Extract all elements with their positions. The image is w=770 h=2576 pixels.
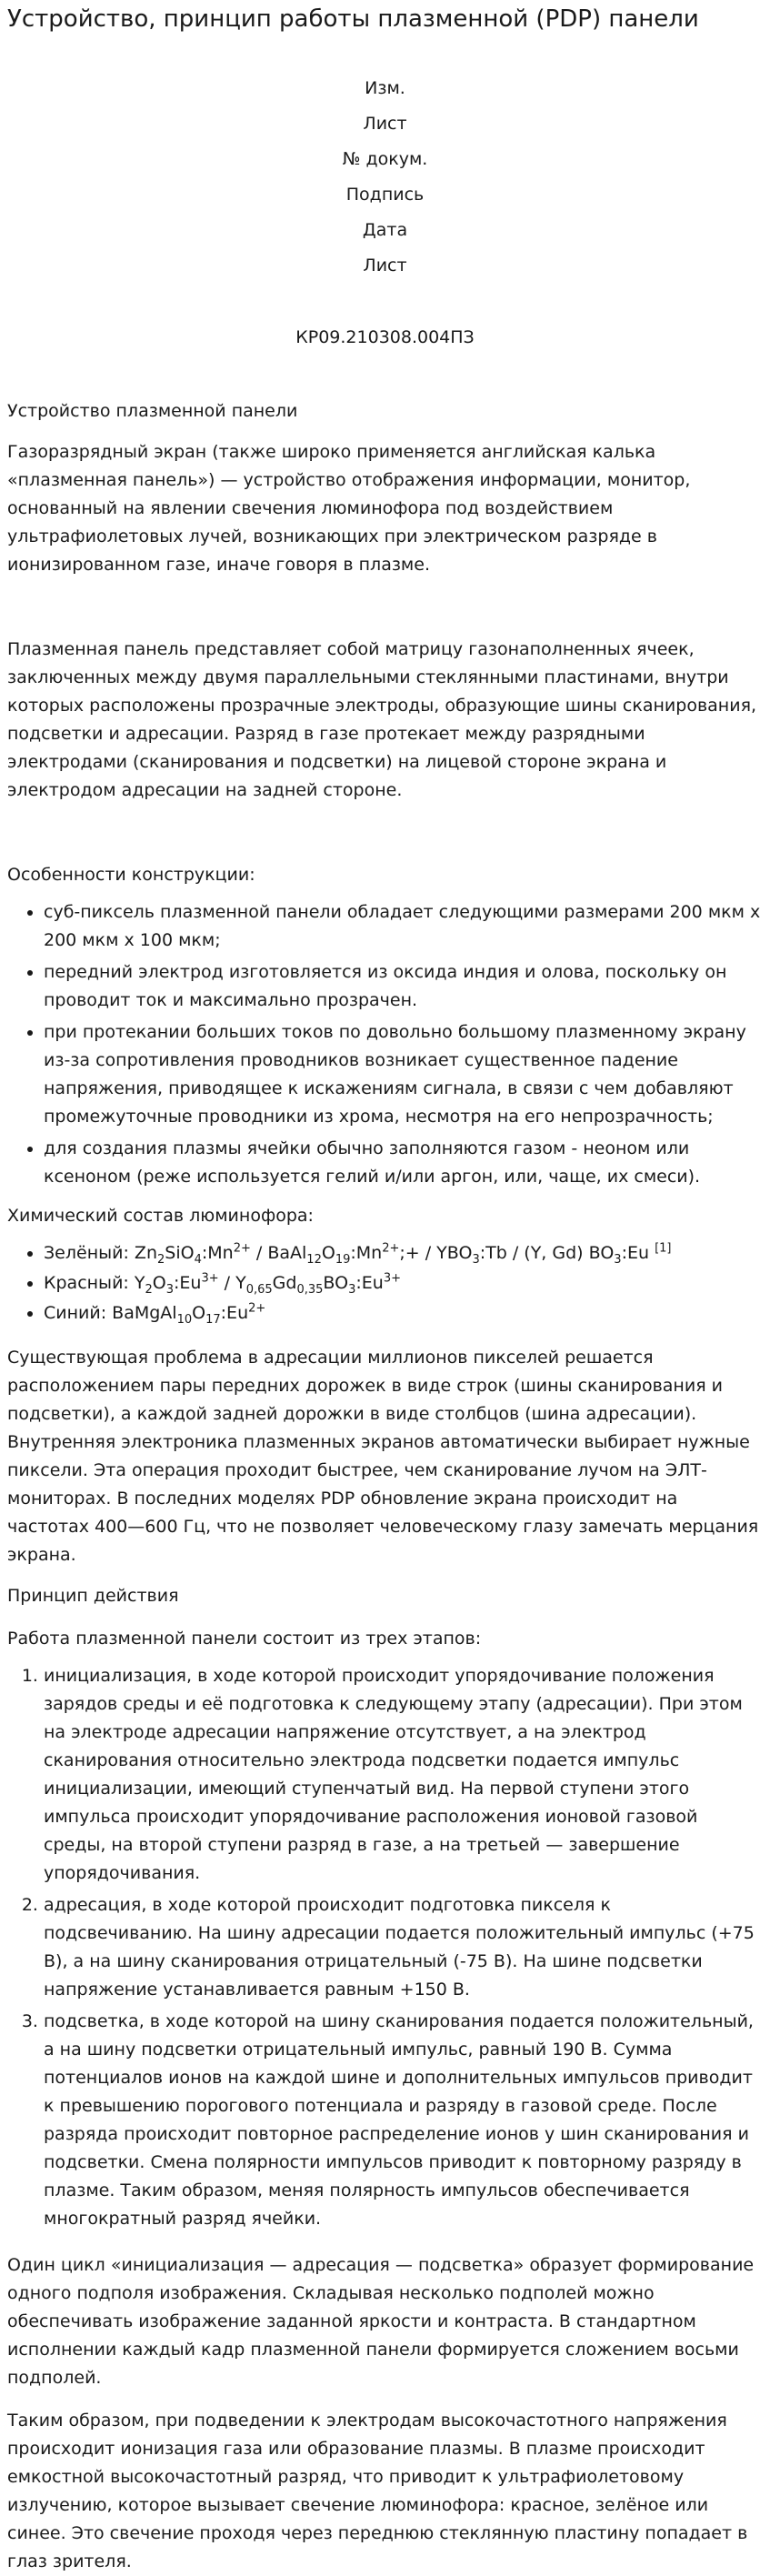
- list-item: • для создания плазмы ячейки обычно заполняются газом - неоном или ксеноном (реже используется гелий и/или аргон, или, чаще, их смеси).: [44, 1135, 763, 1191]
- list-item: • передний электрод изготовляется из оксида индия и олова, поскольку он проводит ток и максимально прозрачен.: [44, 958, 763, 1015]
- paragraph-addressing: Существующая проблема в адресации миллионов пикселей решается расположением пары передних дорожек в виде строк (шины сканирования и подсветки), а каждой задней дорожки в виде столбцов (шина адресации). Внутренняя электроника плазменных экранов автоматически выбирает нужные пиксели. Эта операция проходит быстрее, чем сканирование лучом на ЭЛТ-мониторах. В последних моделях PDP обновление экрана происходит на частотах 400—600 Гц, что не позволяет человеческому глазу замечать мерцания экрана.: [7, 1348, 759, 1565]
- list-item: • суб-пиксель плазменной панели обладает следующими размерами 200 мкм x 200 мкм x 100 мкм;: [44, 898, 763, 955]
- title-block-stamp: [7, 71, 763, 284]
- chem-label-blue: Синий: [44, 1303, 101, 1323]
- chem-item-blue: • Синий: $BaMgAl_{10}O_{17}:Eu^{2+}$: [44, 1299, 763, 1328]
- citation-ref[interactable]: [1]: [655, 1241, 672, 1256]
- list-item: 1. инициализация, в ходе которой происходит упорядочивание положения зарядов среды и её подготовка к следующему этапу (адресации). При этом на электроде адресации напряжение отсутствует, а на электрод сканирования относительно электрода подсветки подается импульс инициализации, имеющий ступенчатый вид. На первой ступени этого импульса происходит упорядочивание расположения ионовой газовой среды, на второй ступени разряд в газе, а на третьей — завершение упорядочивания.: [44, 1662, 763, 1888]
- chem-item-green: • Зелёный: $Zn_2SiO_4:Mn^{2+}$ / $BaAl_{12}O_{19}:Mn^{2+};+$ / $YBO_3:Tb / (Y$, Gd) $BO_3:Eu$ [1]: [44, 1239, 763, 1268]
- stamp-field-doc-number: № докум.: [342, 149, 428, 169]
- document-title: Устройство, принцип работы плазменной (PDP) панели: [7, 5, 699, 33]
- document-code: КР09.210308.004ПЗ: [295, 327, 475, 347]
- features-list: [7, 898, 763, 1191]
- chem-list: [7, 1239, 763, 1328]
- stages-list: [7, 1662, 763, 2233]
- section-heading-principle: Принцип действия: [7, 1586, 179, 1606]
- chem-label-green: Зелёный: [44, 1243, 124, 1263]
- section-heading-device: Устройство плазменной панели: [7, 401, 298, 421]
- paragraph-matrix: Плазменная панель представляет собой матрицу газонаполненных ячеек, заключенных между двумя параллельными стеклянными пластинами, внутри которых расположены прозрачные электроды, образующие шины сканирования, подсветки и адресации. Разряд в газе протекает между разрядными электродами (сканирования и подсветки) на лицевой стороне экрана и электродом адресации на задней стороне.: [7, 639, 757, 800]
- features-heading: Особенности конструкции:: [7, 865, 255, 885]
- chem-heading: Химический состав люминофора:: [7, 1206, 314, 1226]
- list-item: • при протекании больших токов по довольно большому плазменному экрану из-за сопротивления проводников возникает существенное падение напряжения, приводящее к искажениям сигнала, в связи с чем добавляют промежуточные проводники из хрома, несмотря на его непрозрачность;: [44, 1018, 763, 1131]
- stages-heading: Работа плазменной панели состоит из трех этапов:: [7, 1629, 482, 1649]
- stamp-field-date: Дата: [362, 220, 408, 240]
- paragraph-intro: Газоразрядный экран (также широко применяется английская калька «плазменная панель») — устройство отображения информации, монитор, основанный на явлении свечения люминофора под воздействием ультрафиолетовых лучей, возникающих при электрическом разряде в ионизированном газе, иначе говоря в плазме.: [7, 442, 691, 575]
- list-item: 3. подсветка, в ходе которой на шину сканирования подается положительный, а на шину подсветки отрицательный импульс, равный 190 В. Сумма потенциалов ионов на каждой шине и дополнительных импульсов приводит к превышению порогового потенциала и разряду в газовой среде. После разряда происходит повторное распределение ионов у шин сканирования и подсветки. Смена полярности импульсов приводит к повторному разряду в плазме. Таким образом, меняя полярность импульсов обеспечивается многократный разряд ячейки.: [44, 2008, 763, 2233]
- stamp-field-sheet: Лист: [363, 114, 407, 134]
- chem-label-red: Красный: [44, 1273, 124, 1293]
- stamp-field-change: Изм.: [365, 78, 405, 98]
- stamp-field-signature: Подпись: [345, 185, 425, 205]
- paragraph-conclusion: Таким образом, при подведении к электродам высокочастотного напряжения происходит ионизация газа или образование плазмы. В плазме происходит емкостной высокочастотный разряд, что приводит к ультрафиолетовому излучению, которое вызывает свечение люминофора: красное, зелёное или синее. Это свечение проходя через переднюю стеклянную пластину попадает в глаз зрителя.: [7, 2411, 748, 2571]
- document-page: [0, 4, 770, 2576]
- stamp-field-sheet-2: Лист: [363, 256, 407, 276]
- list-item: 2. адресация, в ходе которой происходит подготовка пикселя к подсвечиванию. На шину адресации подается положительный импульс (+75 В), а на шину сканирования отрицательный (-75 В). На шине подсветки напряжение устанавливается равным +150 В.: [44, 1891, 763, 2004]
- chem-item-red: • Красный: $Y_2O_3:Eu^{3+}$ / $Y_{0,65}Gd_{0,35}BO_3:Eu^{3+}$: [44, 1269, 763, 1298]
- paragraph-cycle: Один цикл «инициализация — адресация — подсветка» образует формирование одного подполя изображения. Складывая несколько подполей можно обеспечивать изображение заданной яркости и контраста. В стандартном исполнении каждый кадр плазменной панели формируется сложением восьми подполей.: [7, 2255, 755, 2388]
